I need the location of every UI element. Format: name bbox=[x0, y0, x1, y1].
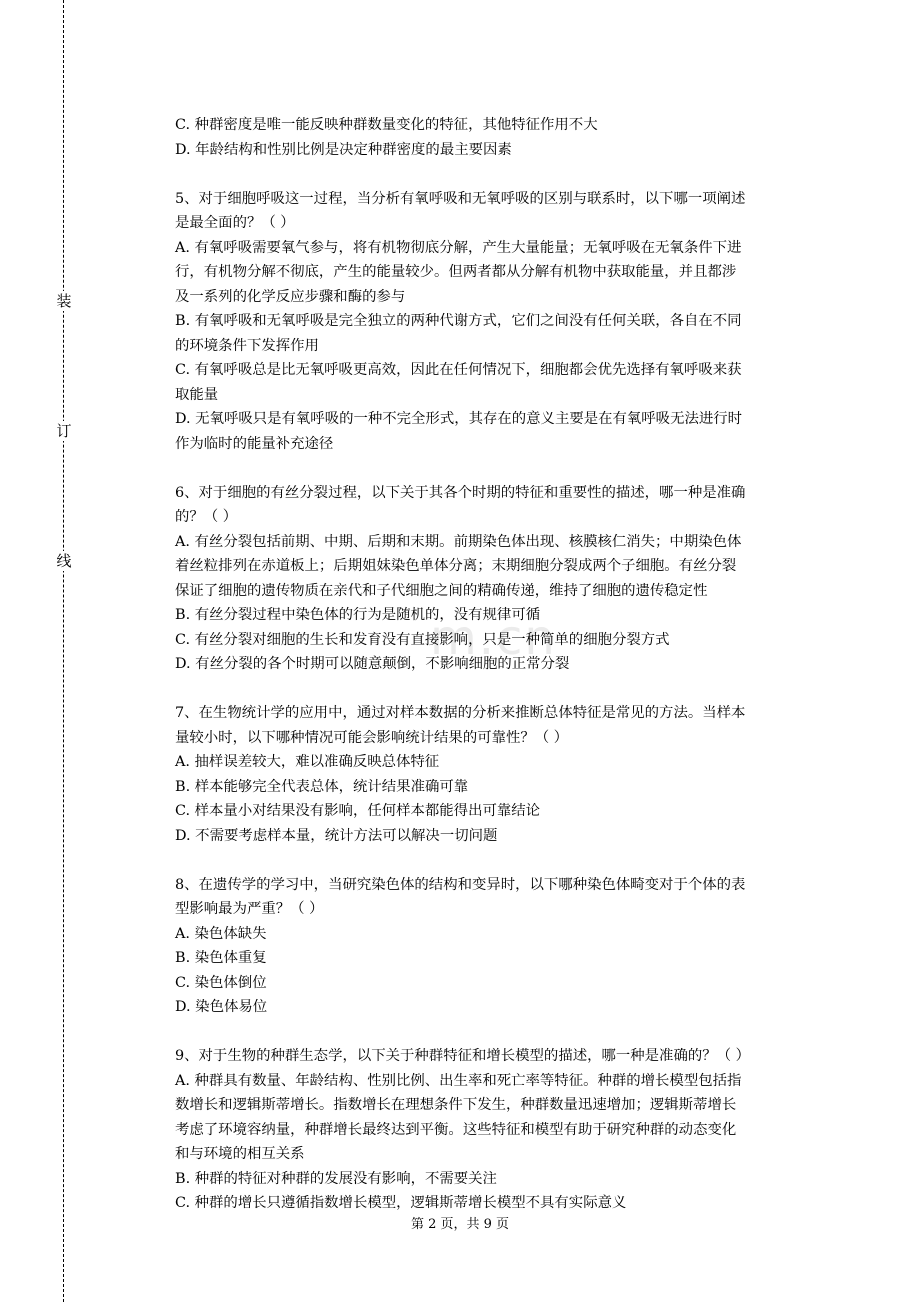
binding-mark-zhuang: 装 bbox=[56, 292, 72, 310]
binding-mark-ding: 订 bbox=[56, 422, 72, 440]
page-footer: 第 2 页，共 9 页 bbox=[410, 1217, 510, 1232]
blank-line bbox=[175, 456, 815, 481]
blank-line bbox=[175, 162, 815, 187]
text-line: A. 种群具有数量、年龄结构、性别比例、出生率和死亡率等特征。种群的增长模型包括指 bbox=[175, 1072, 742, 1089]
text-line: 9、对于生物的种群生态学，以下关于种群特征和增长模型的描述，哪一种是准确的？（ ） bbox=[175, 1048, 750, 1064]
text-line: B. 样本能够完全代表总体，统计结果准确可靠 bbox=[175, 778, 469, 795]
text-line: A. 有氧呼吸需要氧气参与，将有机物彻底分解，产生大量能量；无氧呼吸在无氧条件下进 bbox=[175, 239, 742, 256]
text-line: A. 有丝分裂包括前期、中期、后期和末期。前期染色体出现、核膜核仁消失；中期染色体 bbox=[175, 533, 742, 550]
blank-line bbox=[175, 1020, 815, 1045]
text-line: 及一系列的化学反应步骤和酶的参与 bbox=[175, 288, 406, 305]
text-line: D. 有丝分裂的各个时期可以随意颠倒，不影响细胞的正常分裂 bbox=[175, 656, 570, 672]
text-line: B. 有丝分裂过程中染色体的行为是随机的，没有规律可循 bbox=[175, 607, 541, 623]
text-line: C. 种群的增长只遵循指数增长模型，逻辑斯蒂增长模型不具有实际意义 bbox=[175, 1195, 627, 1211]
text-line: 型影响最为严重？（ ） bbox=[175, 901, 324, 917]
blank-line bbox=[175, 677, 815, 702]
text-line: 6、对于细胞的有丝分裂过程，以下关于其各个时期的特征和重要性的描述，哪一种是准确 bbox=[175, 484, 746, 501]
text-line: C. 有丝分裂对细胞的生长和发育没有直接影响，只是一种简单的细胞分裂方式 bbox=[175, 631, 670, 648]
text-line: 保证了细胞的遗传物质在亲代和子代细胞之间的精确传递，维持了细胞的遗传稳定性 bbox=[175, 582, 708, 599]
blank-line bbox=[175, 848, 815, 873]
text-line: 的环境条件下发挥作用 bbox=[175, 337, 319, 354]
text-line: 考虑了环境容纳量，种群增长最终达到平衡。这些特征和模型有助于研究种群的动态变化 bbox=[175, 1121, 737, 1138]
text-line: 是最全面的？（ ） bbox=[175, 215, 295, 231]
text-line: 数增长和逻辑斯蒂增长。指数增长在理想条件下发生，种群数量迅速增加；逻辑斯蒂增长 bbox=[175, 1097, 737, 1113]
text-line: C. 样本量小对结果没有影响，任何样本都能得出可靠结论 bbox=[175, 803, 541, 819]
text-line: D. 年龄结构和性别比例是决定种群密度的最主要因素 bbox=[175, 141, 512, 158]
text-line: 作为临时的能量补充途径 bbox=[175, 435, 334, 452]
text-line: A. 抽样误差较大，难以准确反映总体特征 bbox=[175, 754, 440, 770]
text-line: C. 染色体倒位 bbox=[175, 974, 267, 991]
text-line: 和与环境的相互关系 bbox=[175, 1146, 305, 1162]
text-line: 5、对于细胞呼吸这一过程，当分析有氧呼吸和无氧呼吸的区别与联系时，以下哪一项阐述 bbox=[175, 190, 746, 207]
binding-dashed-line bbox=[63, 0, 64, 1302]
question-body bbox=[175, 113, 815, 1216]
text-line: 着丝粒排列在赤道板上；后期姐妹染色单体分离；末期细胞分裂成两个子细胞。有丝分裂 bbox=[175, 558, 737, 574]
text-line: B. 有氧呼吸和无氧呼吸是完全独立的两种代谢方式，它们之间没有任何关联，各自在不同 bbox=[175, 313, 742, 329]
watermark: m.cn bbox=[430, 610, 557, 666]
text-line: 7、在生物统计学的应用中，通过对样本数据的分析来推断总体特征是常见的方法。当样本 bbox=[175, 705, 746, 721]
text-line: 的？（ ） bbox=[175, 509, 238, 525]
text-line: 行，有机物分解不彻底，产生的能量较少。但两者都从分解有机物中获取能量，并且都涉 bbox=[175, 264, 737, 280]
text-line: 8、在遗传学的学习中，当研究染色体的结构和变异时，以下哪种染色体畸变对于个体的表 bbox=[175, 876, 746, 893]
text-line: B. 染色体重复 bbox=[175, 950, 267, 966]
text-line: A. 染色体缺失 bbox=[175, 925, 267, 942]
text-line: D. 无氧呼吸只是有氧呼吸的一种不完全形式，其存在的意义主要是在有氧呼吸无法进行时 bbox=[175, 411, 743, 427]
text-line: B. 种群的特征对种群的发展没有影响，不需要关注 bbox=[175, 1170, 497, 1187]
text-line: 量较小时，以下哪种情况可能会影响统计结果的可靠性？（ ） bbox=[175, 729, 569, 746]
text-line: D. 不需要考虑样本量，统计方法可以解决一切问题 bbox=[175, 827, 498, 844]
text-line: D. 染色体易位 bbox=[175, 999, 268, 1015]
text-line: C. 种群密度是唯一能反映种群数量变化的特征，其他特征作用不大 bbox=[175, 117, 598, 133]
text-line: 取能量 bbox=[175, 386, 219, 403]
text-line: C. 有氧呼吸总是比无氧呼吸更高效，因此在任何情况下，细胞都会优先选择有氧呼吸来获 bbox=[175, 362, 742, 378]
binding-mark-xian: 线 bbox=[56, 552, 72, 570]
